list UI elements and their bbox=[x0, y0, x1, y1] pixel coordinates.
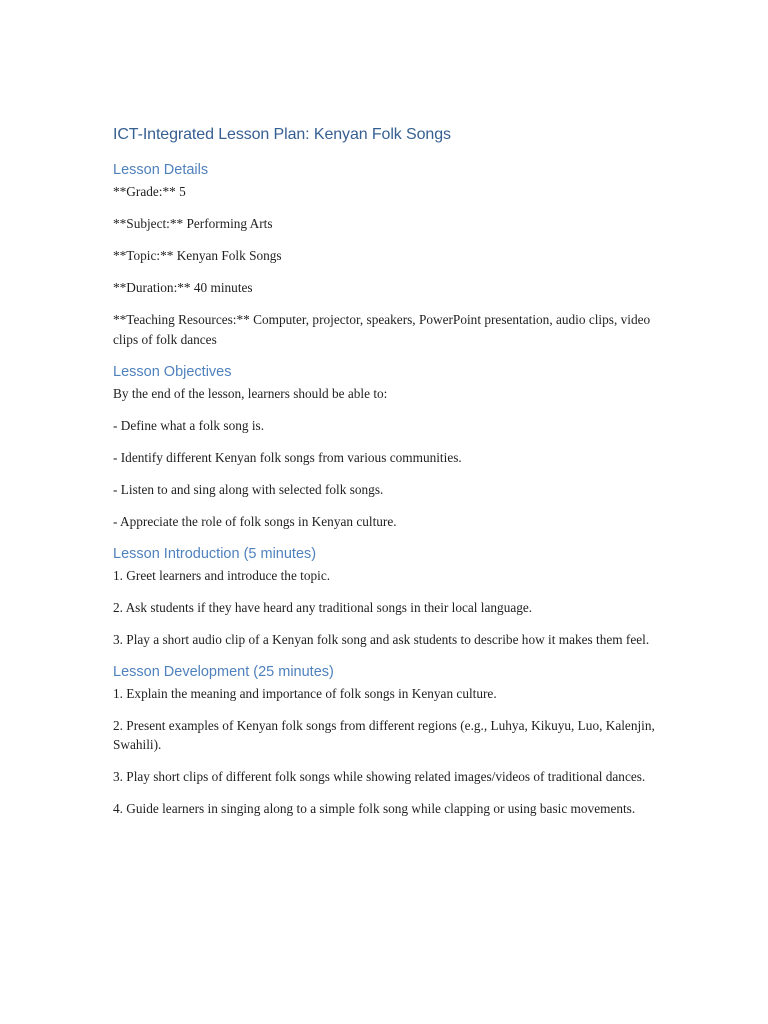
introduction-step: 1. Greet learners and introduce the topic. bbox=[113, 567, 331, 583]
detail-teaching-resources: **Teaching Resources:** Computer, projector, speakers, PowerPoint presentation, audio clips, video clips of folk dances bbox=[113, 312, 651, 347]
section-heading: Lesson Objectives bbox=[113, 363, 232, 380]
document-body bbox=[113, 124, 658, 831]
objective-item: - Listen to and sing along with selected folk songs. bbox=[113, 481, 384, 497]
objective-item: - Identify different Kenyan folk songs from various communities. bbox=[113, 449, 462, 465]
development-step: 3. Play short clips of different folk songs while showing related images/videos of traditional dances. bbox=[113, 769, 646, 784]
section-heading: Lesson Details bbox=[113, 162, 209, 178]
section-lesson-introduction bbox=[113, 544, 658, 650]
objective-item: - Appreciate the role of folk songs in Kenyan culture. bbox=[113, 513, 397, 529]
detail-duration: **Duration:** 40 minutes bbox=[113, 280, 253, 295]
introduction-step: 3. Play a short audio clip of a Kenyan folk song and ask students to describe how it makes them feel. bbox=[113, 631, 650, 647]
objective-item: - Define what a folk song is. bbox=[113, 417, 265, 433]
objectives-intro: By the end of the lesson, learners should be able to: bbox=[113, 385, 388, 401]
detail-grade: **Grade:** 5 bbox=[113, 184, 186, 199]
document-title: ICT-Integrated Lesson Plan: Kenyan Folk Songs bbox=[113, 126, 451, 143]
section-lesson-details bbox=[113, 160, 658, 349]
section-lesson-development bbox=[113, 662, 658, 819]
section-lesson-objectives bbox=[113, 362, 658, 532]
development-step: 1. Explain the meaning and importance of folk songs in Kenyan culture. bbox=[113, 685, 497, 701]
detail-subject: **Subject:** Performing Arts bbox=[113, 216, 273, 231]
section-heading: Lesson Introduction (5 minutes) bbox=[113, 545, 317, 562]
development-step: 4. Guide learners in singing along to a simple folk song while clapping or using basic movements. bbox=[113, 801, 636, 816]
detail-topic: **Topic:** Kenyan Folk Songs bbox=[113, 248, 282, 263]
introduction-step: 2. Ask students if they have heard any traditional songs in their local language. bbox=[113, 599, 533, 615]
development-step: 2. Present examples of Kenyan folk songs from different regions (e.g., Luhya, Kikuyu, Luo, Kalenjin, Swahili). bbox=[113, 717, 655, 752]
section-heading: Lesson Development (25 minutes) bbox=[113, 663, 334, 680]
